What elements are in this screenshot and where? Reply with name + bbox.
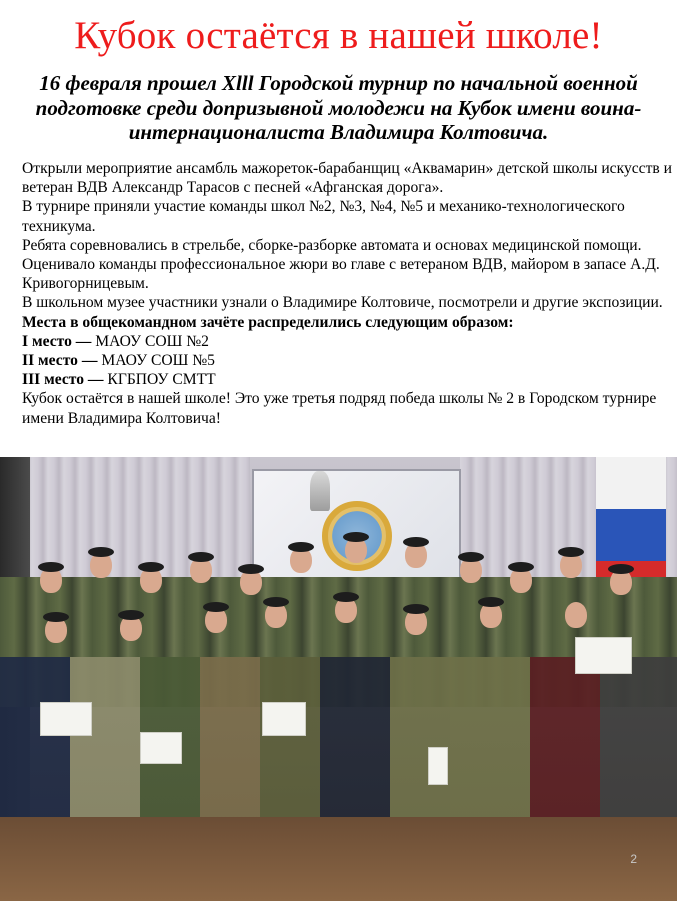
result-second-place: II место — МАОУ СОШ №5	[22, 352, 215, 370]
event-subtitle: 16 февраля прошел Xlll Городской турнир по начальной военной подготовке среди допризывной молодежи на Кубок имени воина-интернационалиста Владимира Колтовича.	[35, 71, 642, 144]
paragraph-opening: Открыли мероприятие ансамбль мажореток-барабанщиц «Аквамарин» детской школы искусств и ветеран ВДВ Александр Тарасов с песней «Афганская дорога».	[22, 160, 673, 197]
certificate	[428, 747, 448, 785]
paragraph-participants: В турнире приняли участие команды школ №2, №3, №4, №5 и механико-технологического техникума.	[22, 198, 625, 235]
paragraph-competition: Ребята соревновались в стрельбе, сборке-разборке автомата и основах медицинской помощи. Оценивало команды профессиональное жюри во главе с ветераном ВДВ, майором в запасе А.Д. Кривогорницевым.	[22, 236, 660, 293]
result-third-place: III место — КГБПОУ СМТТ	[22, 371, 216, 389]
results-heading: Места в общекомандном зачёте распределились следующим образом:	[22, 313, 514, 331]
certificate	[140, 732, 182, 764]
paragraph-museum: В школьном музее участники узнали о Владимире Колтовиче, посмотрели и другие экспозиции.	[22, 294, 663, 312]
certificate	[40, 702, 92, 736]
faces	[0, 457, 677, 901]
group-photo	[0, 457, 677, 901]
certificate	[575, 637, 632, 674]
page-number: 2	[630, 852, 637, 866]
article-body	[22, 159, 672, 428]
paragraph-closing: Кубок остаётся в нашей школе! Это уже третья подряд победа школы № 2 в Городском турнире имени Владимира Колтовича!	[22, 390, 657, 427]
certificate	[262, 702, 306, 736]
page-headline: Кубок остаётся в нашей школе!	[74, 14, 603, 57]
result-first-place: I место — МАОУ СОШ №2	[22, 332, 209, 350]
